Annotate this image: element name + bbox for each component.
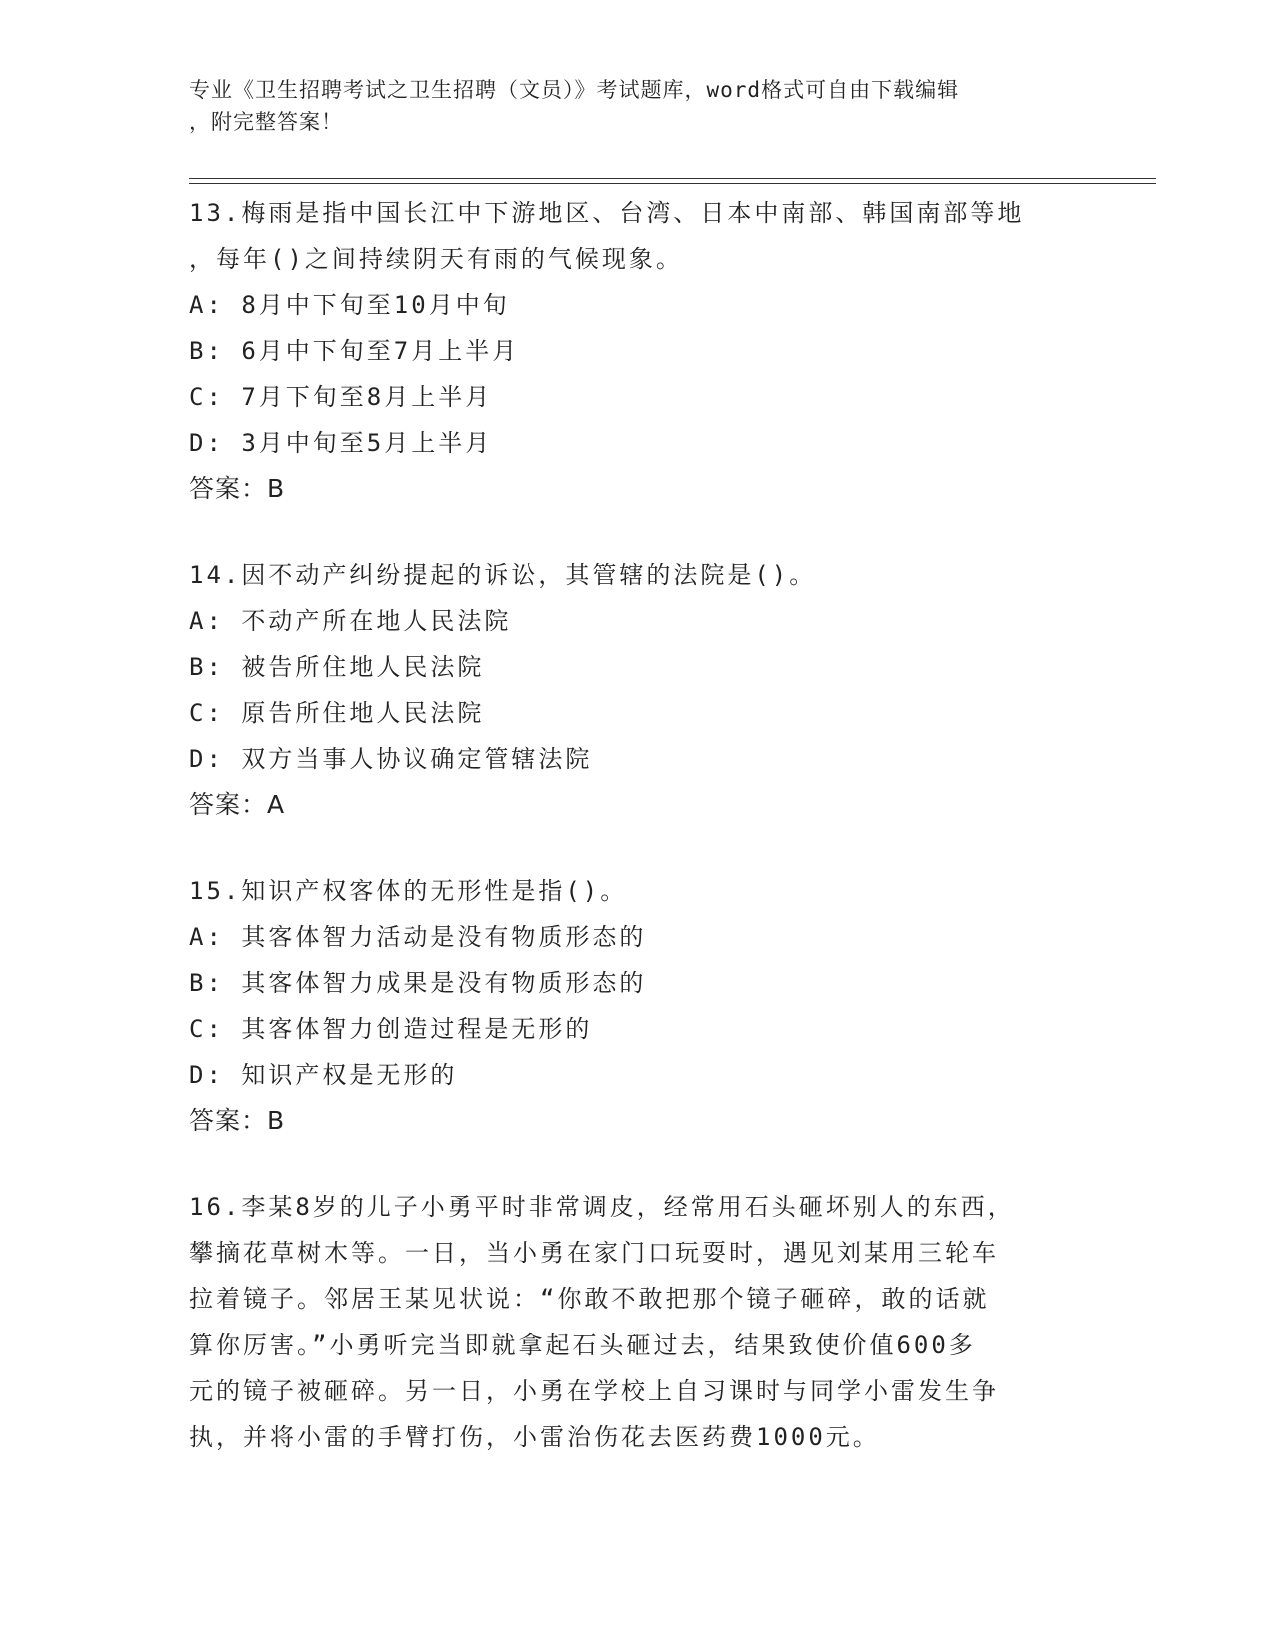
question-text-line: 16.李某8岁的儿子小勇平时非常调皮，经常用石头砸坏别人的东西， (189, 1193, 1015, 1221)
question-stem: 13.梅雨是指中国长江中下游地区、台湾、日本中南部、韩国南部等地 (189, 199, 1025, 227)
question-text-line: 执，并将小雷的手臂打伤，小雷治伤花去医药费1000元。 (189, 1423, 880, 1451)
option-a: A: 8月中下旬至10月中旬 (189, 291, 510, 319)
option-d: D: 知识产权是无形的 (189, 1061, 458, 1089)
question-list (189, 190, 1089, 1500)
question-13 (189, 190, 1089, 512)
option-c: C: 原告所住地人民法院 (189, 699, 485, 727)
question-16 (189, 1184, 1089, 1460)
question-stem: 14.因不动产纠纷提起的诉讼，其管辖的法院是()。 (189, 561, 817, 589)
option-d: D: 双方当事人协议确定管辖法院 (189, 745, 593, 773)
header-divider-bottom (189, 183, 1156, 184)
answer-label: 答案：B (189, 474, 286, 503)
option-b: B: 6月中下旬至7月上半月 (189, 337, 520, 365)
question-text-line: 攀摘花草树木等。一日，当小勇在家门口玩耍时，遇见刘某用三轮车 (189, 1239, 999, 1267)
document-header (189, 74, 1089, 138)
question-stem: 15.知识产权客体的无形性是指()。 (189, 877, 628, 905)
option-a: A: 其客体智力活动是没有物质形态的 (189, 923, 647, 951)
option-c: C: 其客体智力创造过程是无形的 (189, 1015, 593, 1043)
question-text-line: 算你厉害。”小勇听完当即就拿起石头砸过去，结果致使价值600多 (189, 1331, 976, 1359)
question-stem: ，每年()之间持续阴天有雨的气候现象。 (189, 245, 683, 273)
question-14 (189, 552, 1089, 828)
question-text-line: 拉着镜子。邻居王某见状说：“你敢不敢把那个镜子砸碎，敢的话就 (189, 1285, 990, 1313)
question-15 (189, 868, 1089, 1144)
option-c: C: 7月下旬至8月上半月 (189, 383, 493, 411)
answer-label: 答案：B (189, 1106, 286, 1135)
option-d: D: 3月中旬至5月上半月 (189, 429, 493, 457)
header-line-2: ，附完整答案！ (189, 110, 343, 134)
answer-label: 答案：A (189, 790, 286, 819)
header-divider-top (189, 178, 1156, 179)
header-line-1: 专业《卫生招聘考试之卫生招聘（文员）》考试题库，word格式可自由下载编辑 (189, 78, 960, 102)
question-text-line: 元的镜子被砸碎。另一日，小勇在学校上自习课时与同学小雷发生争 (189, 1377, 999, 1405)
option-b: B: 被告所住地人民法院 (189, 653, 485, 681)
option-b: B: 其客体智力成果是没有物质形态的 (189, 969, 647, 997)
option-a: A: 不动产所在地人民法院 (189, 607, 512, 635)
